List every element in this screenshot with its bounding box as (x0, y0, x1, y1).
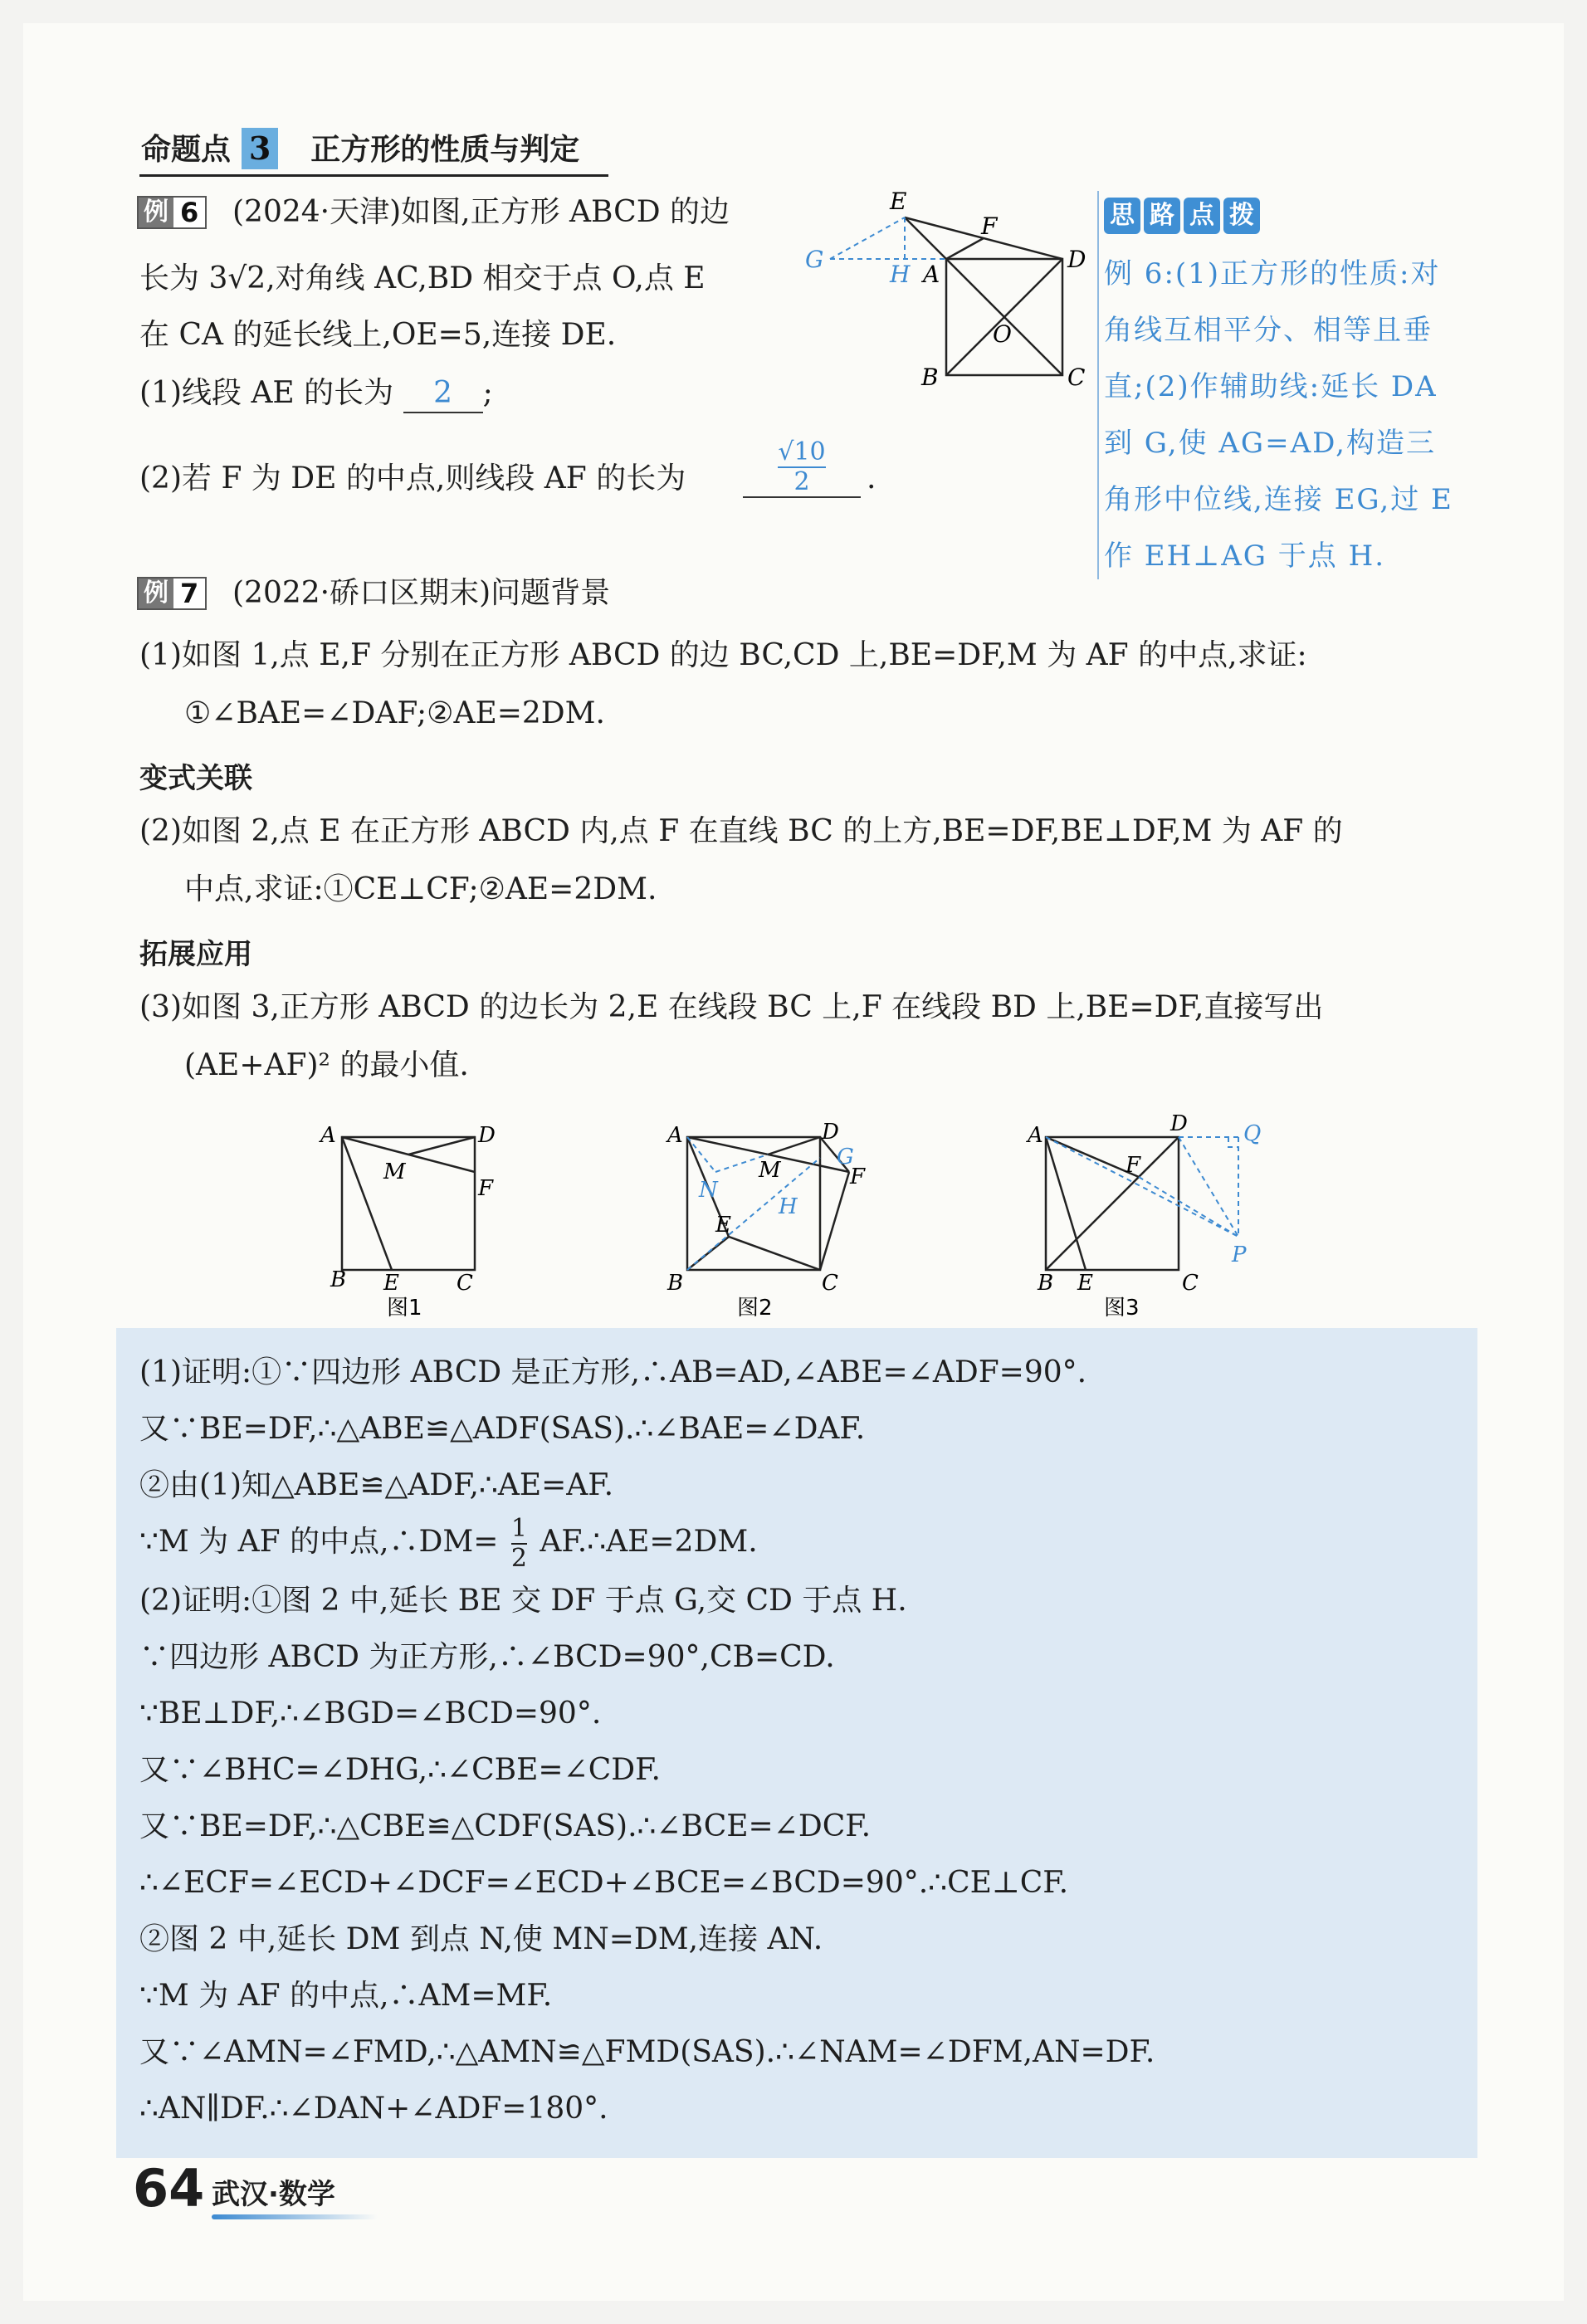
svg-text:N: N (699, 1178, 718, 1203)
label-b: B (921, 364, 939, 391)
ex7-p3a: (3)如图 3,正方形 ABCD 的边长为 2,E 在线段 BC 上,F 在线段 BD 上,BE=DF,直接写出 (139, 990, 1324, 1024)
svg-text:A: A (1028, 1123, 1043, 1148)
label-h: H (890, 261, 911, 288)
ex6-line-1: (2024·天津)如图,正方形 ABCD 的边 (232, 195, 730, 229)
answer-line: ②图 2 中,延长 DM 到点 N,使 MN=DM,连接 AN. (139, 1922, 823, 1956)
ex7-p1a: (1)如图 1,点 E,F 分别在正方形 ABCD 的边 BC,CD 上,BE=DF,M 为 AF 的中点,求证: (139, 638, 1307, 672)
label-g: G (805, 246, 824, 273)
svg-text:E: E (715, 1213, 731, 1238)
label-f: F (981, 212, 998, 240)
answer-line: 又∵∠BHC=∠DHG,∴∠CBE=∠CDF. (139, 1753, 661, 1787)
figure-1-caption: 图1 (387, 1296, 422, 1321)
svg-text:F: F (1126, 1153, 1141, 1178)
ex6-line-3: 在 CA 的延长线上,OE=5,连接 DE. (139, 318, 617, 352)
section-number: 3 (242, 128, 278, 169)
ex6-a1: 2 (403, 375, 483, 413)
svg-text:F: F (850, 1164, 866, 1189)
answer-line: 又∵BE=DF,∴△CBE≌△CDF(SAS).∴∠BCE=∠DCF. (139, 1809, 872, 1843)
example-6-tag: 例 6 (137, 196, 207, 229)
ex7-sub2: 拓展应用 (139, 938, 252, 971)
ex7-sub1: 变式关联 (139, 762, 252, 795)
svg-text:Q: Q (1243, 1121, 1262, 1146)
svg-text:C: C (1182, 1271, 1199, 1296)
answer-line-fraction: ∵M 为 AF 的中点,∴DM= $\frac{1}{2}$ AF.∴AE=2DM. (139, 1514, 758, 1573)
svg-text:D: D (822, 1120, 839, 1145)
section-title: 正方形的性质与判定 (310, 133, 580, 167)
answer-line: ∴AN∥DF.∴∠DAN+∠ADF=180°. (139, 2092, 608, 2126)
svg-text:P: P (1232, 1243, 1247, 1267)
figure-1 (319, 1123, 496, 1321)
label-e: E (890, 188, 907, 215)
example-7-tag: 例 7 (137, 577, 207, 610)
page-number: 64 (133, 2158, 205, 2219)
svg-text:C: C (457, 1271, 473, 1296)
ex7-p3b: (AE+AF)² 的最小值. (184, 1048, 469, 1082)
svg-text:E: E (1077, 1271, 1093, 1296)
ex7-title: (2022·硚口区期末)问题背景 (232, 576, 611, 610)
svg-text:H: H (779, 1194, 798, 1219)
label-c: C (1067, 364, 1086, 391)
svg-text:M: M (383, 1160, 406, 1184)
svg-text:C: C (822, 1271, 838, 1296)
answer-line: ∴∠ECF=∠ECD+∠DCF=∠ECD+∠BCE=∠BCD=90°.∴CE⊥CF. (139, 1866, 1069, 1900)
ex6-q1: (1)线段 AE 的长为 2 ; (139, 375, 493, 413)
ex6-line-2: 长为 3√2,对角线 AC,BD 相交于点 O,点 E (139, 261, 706, 295)
answer-line: 又∵∠AMN=∠FMD,∴△AMN≌△FMD(SAS).∴∠NAM=∠DFM,AN=DF. (139, 2035, 1155, 2069)
figure-2 (666, 1120, 866, 1321)
figure-3 (1026, 1111, 1261, 1321)
ex7-p1b: ①∠BAE=∠DAF;②AE=2DM. (184, 696, 605, 730)
ex7-figures (315, 1112, 1345, 1328)
answer-line: (2)证明:①图 2 中,延长 BE 交 DF 于点 G,交 CD 于点 H. (139, 1584, 907, 1618)
footer-label: 武汉·数学 (212, 2178, 335, 2211)
svg-text:A: A (320, 1123, 336, 1148)
section-rule (139, 174, 608, 177)
answer-block (139, 1345, 1155, 2137)
svg-text:D: D (1170, 1111, 1188, 1136)
hint-body: 例 6:(1)正方形的性质:对 角线互相平分、相等且垂 直;(2)作辅助线:延长 DA 到 G,使 AG=AD,构造三 角形中位线,连接 EG,过 E 作 EH⊥AG 于点 H. (1104, 257, 1453, 573)
svg-text:F: F (478, 1176, 494, 1201)
ex6-a2 (743, 438, 861, 498)
answer-line: ∵M 为 AF 的中点,∴AM=MF. (139, 1979, 553, 2013)
answer-line: 又∵BE=DF,∴△ABE≌△ADF(SAS).∴∠BAE=∠DAF. (139, 1412, 866, 1446)
seg-ge (830, 217, 905, 259)
answer-line: ②由(1)知△ABE≌△ADF,∴AE=AF. (139, 1468, 614, 1502)
seg-af (946, 238, 984, 259)
ex7-p2b: 中点,求证:①CE⊥CF;②AE=2DM. (184, 872, 657, 906)
ex7-p2a: (2)如图 2,点 E 在正方形 ABCD 内,点 F 在直线 BC 的上方,BE=DF,BE⊥DF,M 为 AF 的 (139, 814, 1343, 848)
section-label: 命题点 (141, 133, 232, 167)
footer-line (212, 2214, 378, 2219)
svg-text:D: D (478, 1123, 496, 1148)
ex6-q2: (2)若 F 为 DE 的中点,则线段 AF 的长为 (139, 461, 686, 496)
ex6-figure (797, 184, 1086, 400)
svg-text:B: B (667, 1271, 684, 1296)
hint-header: 思 路 点 拨 (1104, 198, 1260, 234)
figure-3-caption: 图3 (1104, 1296, 1140, 1321)
figure-2-caption: 图2 (737, 1296, 773, 1321)
answer-line: (1)证明:①∵四边形 ABCD 是正方形,∴AB=AD,∠ABE=∠ADF=90°. (139, 1355, 1087, 1389)
answer-line: ∵四边形 ABCD 为正方形,∴∠BCD=90°,CB=CD. (139, 1640, 835, 1674)
svg-text:A: A (667, 1123, 683, 1148)
svg-text:G: G (837, 1145, 854, 1169)
label-a: A (923, 261, 940, 288)
label-o: O (993, 320, 1012, 348)
svg-text:B: B (1038, 1271, 1054, 1296)
label-d: D (1067, 246, 1086, 273)
hint-divider (1097, 191, 1099, 579)
svg-text:E: E (383, 1271, 399, 1296)
answer-line: ∵BE⊥DF,∴∠BGD=∠BCD=90°. (139, 1697, 602, 1731)
svg-text:B: B (330, 1267, 347, 1292)
svg-text:M: M (759, 1158, 781, 1183)
ex6-a2-den: 2 (794, 467, 810, 496)
ex6-a2-num: √10 (778, 437, 826, 466)
section-header (141, 126, 579, 169)
